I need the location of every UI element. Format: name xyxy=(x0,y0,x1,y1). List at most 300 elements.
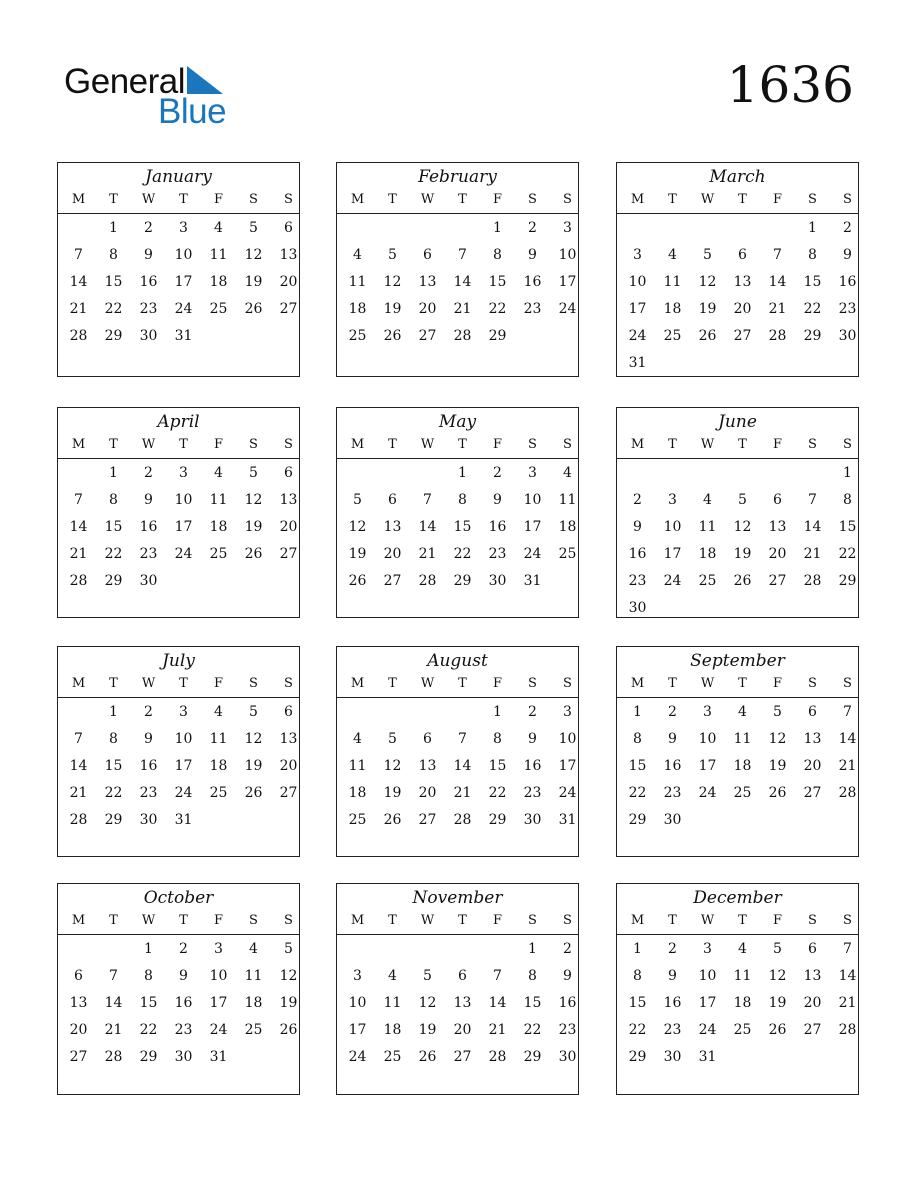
day-cell: 3 xyxy=(633,247,642,263)
day-cell: 27 xyxy=(279,301,298,317)
day-cell: 26 xyxy=(383,328,402,344)
day-cell: 14 xyxy=(768,274,787,290)
day-cell: 10 xyxy=(558,731,577,747)
day-cell: 21 xyxy=(838,995,857,1011)
day-cell: 18 xyxy=(383,1022,402,1038)
day-cell: 3 xyxy=(179,220,188,236)
empty-day-cell xyxy=(375,215,410,242)
day-cell: 26 xyxy=(279,1022,298,1038)
day-cell: 18 xyxy=(698,546,717,562)
day-cell: 1 xyxy=(633,941,642,957)
day-cell: 24 xyxy=(558,785,577,801)
day-cell: 25 xyxy=(383,1049,402,1065)
day-cell: 21 xyxy=(453,301,472,317)
day-cell: 26 xyxy=(768,785,787,801)
day-cell: 7 xyxy=(458,731,467,747)
day-cell: 29 xyxy=(523,1049,542,1065)
weekday-header: S xyxy=(284,676,293,691)
day-cell: 4 xyxy=(353,247,362,263)
day-cell: 10 xyxy=(174,247,193,263)
weekday-header: S xyxy=(808,192,817,207)
day-cell: 14 xyxy=(418,519,437,535)
day-cell: 24 xyxy=(174,546,193,562)
empty-day-cell xyxy=(340,460,375,487)
day-cell: 7 xyxy=(843,941,852,957)
day-cell: 7 xyxy=(423,492,432,508)
day-cell: 29 xyxy=(628,1049,647,1065)
day-cell: 9 xyxy=(528,247,537,263)
day-cell: 28 xyxy=(453,328,472,344)
day-cell: 2 xyxy=(528,220,537,236)
day-cell: 22 xyxy=(488,301,507,317)
day-cell: 14 xyxy=(453,274,472,290)
day-cell: 24 xyxy=(348,1049,367,1065)
day-cell: 9 xyxy=(843,247,852,263)
weekday-header: M xyxy=(630,676,645,691)
day-cell: 28 xyxy=(838,1022,857,1038)
weekday-header: W xyxy=(700,437,715,452)
day-cell: 9 xyxy=(493,492,502,508)
day-cell: 29 xyxy=(803,328,822,344)
day-cell: 2 xyxy=(144,704,153,720)
day-cell: 12 xyxy=(348,519,367,535)
day-cell: 30 xyxy=(838,328,857,344)
weekday-header: S xyxy=(843,913,852,928)
empty-day-cell xyxy=(61,936,96,963)
weekday-header: F xyxy=(213,913,224,928)
empty-day-cell xyxy=(410,936,445,963)
day-cell: 31 xyxy=(174,328,193,344)
day-cell: 3 xyxy=(703,704,712,720)
day-cell: 12 xyxy=(383,274,402,290)
day-cell: 9 xyxy=(179,968,188,984)
day-cell: 12 xyxy=(698,274,717,290)
day-cell: 23 xyxy=(139,546,158,562)
year-title: 1636 xyxy=(726,56,854,114)
day-cell: 17 xyxy=(698,758,717,774)
day-cell: 4 xyxy=(249,941,258,957)
day-cell: 28 xyxy=(69,328,88,344)
day-cell: 11 xyxy=(244,968,263,984)
day-cell: 20 xyxy=(383,546,402,562)
weekday-header: F xyxy=(492,913,503,928)
day-cell: 9 xyxy=(668,731,677,747)
weekday-header: T xyxy=(458,437,467,452)
day-cell: 15 xyxy=(803,274,822,290)
day-cell: 28 xyxy=(838,785,857,801)
day-cell: 2 xyxy=(633,492,642,508)
month-november xyxy=(336,883,579,1095)
day-cell: 24 xyxy=(698,1022,717,1038)
day-cell: 10 xyxy=(628,274,647,290)
day-cell: 22 xyxy=(453,546,472,562)
day-cell: 30 xyxy=(488,573,507,589)
weekday-header: T xyxy=(668,192,677,207)
day-cell: 21 xyxy=(104,1022,123,1038)
logo-triangle-icon xyxy=(187,66,223,94)
weekday-header: F xyxy=(213,437,224,452)
day-cell: 12 xyxy=(244,492,263,508)
weekday-header: T xyxy=(668,676,677,691)
empty-day-cell xyxy=(760,215,795,242)
day-cell: 5 xyxy=(423,968,432,984)
day-cell: 27 xyxy=(279,546,298,562)
weekday-header: S xyxy=(843,676,852,691)
weekday-header: T xyxy=(179,192,188,207)
day-cell: 13 xyxy=(279,492,298,508)
day-cell: 17 xyxy=(174,758,193,774)
day-cell: 19 xyxy=(348,546,367,562)
empty-day-cell xyxy=(96,936,131,963)
day-cell: 24 xyxy=(174,301,193,317)
day-cell: 23 xyxy=(628,573,647,589)
empty-day-cell xyxy=(410,460,445,487)
month-name: December xyxy=(693,888,782,908)
weekday-header: F xyxy=(772,192,783,207)
day-cell: 4 xyxy=(214,704,223,720)
day-cell: 22 xyxy=(139,1022,158,1038)
day-cell: 10 xyxy=(663,519,682,535)
day-cell: 6 xyxy=(284,704,293,720)
day-cell: 15 xyxy=(104,519,123,535)
day-cell: 9 xyxy=(563,968,572,984)
weekday-header: S xyxy=(528,676,537,691)
weekday-header: T xyxy=(668,437,677,452)
day-cell: 31 xyxy=(209,1049,228,1065)
weekday-header: T xyxy=(388,192,397,207)
day-cell: 18 xyxy=(209,758,228,774)
day-cell: 26 xyxy=(383,812,402,828)
day-grid xyxy=(617,698,858,834)
weekday-header: F xyxy=(772,913,783,928)
month-january xyxy=(57,162,300,377)
month-name: March xyxy=(709,167,766,187)
day-cell: 23 xyxy=(139,301,158,317)
weekday-header-row xyxy=(337,434,578,459)
day-cell: 28 xyxy=(488,1049,507,1065)
month-name: July xyxy=(162,651,195,671)
weekday-header: S xyxy=(284,913,293,928)
day-cell: 16 xyxy=(558,995,577,1011)
day-cell: 9 xyxy=(144,731,153,747)
day-cell: 15 xyxy=(104,758,123,774)
day-cell: 30 xyxy=(139,328,158,344)
day-cell: 6 xyxy=(773,492,782,508)
day-cell: 13 xyxy=(803,968,822,984)
weekday-header: F xyxy=(213,676,224,691)
day-cell: 13 xyxy=(69,995,88,1011)
weekday-header: M xyxy=(630,913,645,928)
month-name: February xyxy=(418,167,497,187)
weekday-header: M xyxy=(350,913,365,928)
day-cell: 22 xyxy=(104,785,123,801)
weekday-header: F xyxy=(772,676,783,691)
day-cell: 26 xyxy=(244,785,263,801)
day-cell: 21 xyxy=(418,546,437,562)
day-cell: 19 xyxy=(768,995,787,1011)
day-cell: 19 xyxy=(383,785,402,801)
day-cell: 13 xyxy=(418,274,437,290)
day-cell: 1 xyxy=(144,941,153,957)
day-cell: 9 xyxy=(528,731,537,747)
day-cell: 4 xyxy=(388,968,397,984)
day-cell: 14 xyxy=(69,758,88,774)
day-cell: 11 xyxy=(348,274,367,290)
day-cell: 11 xyxy=(209,731,228,747)
day-cell: 20 xyxy=(733,301,752,317)
day-grid xyxy=(58,935,299,1071)
day-cell: 28 xyxy=(69,812,88,828)
weekday-header-row xyxy=(337,189,578,214)
day-cell: 7 xyxy=(74,731,83,747)
day-cell: 2 xyxy=(528,704,537,720)
day-cell: 16 xyxy=(174,995,193,1011)
day-cell: 24 xyxy=(174,785,193,801)
day-cell: 5 xyxy=(249,220,258,236)
day-grid xyxy=(58,698,299,834)
day-cell: 23 xyxy=(663,1022,682,1038)
weekday-header: T xyxy=(179,437,188,452)
weekday-header: S xyxy=(249,913,258,928)
day-cell: 5 xyxy=(773,941,782,957)
month-march xyxy=(616,162,859,377)
month-july xyxy=(57,646,300,857)
day-cell: 26 xyxy=(244,301,263,317)
day-cell: 16 xyxy=(628,546,647,562)
day-cell: 3 xyxy=(668,492,677,508)
day-cell: 27 xyxy=(418,328,437,344)
day-cell: 26 xyxy=(698,328,717,344)
day-cell: 22 xyxy=(104,301,123,317)
empty-day-cell xyxy=(445,215,480,242)
day-cell: 15 xyxy=(488,274,507,290)
day-cell: 5 xyxy=(773,704,782,720)
weekday-header-row xyxy=(337,910,578,935)
empty-day-cell xyxy=(655,215,690,242)
month-february xyxy=(336,162,579,377)
day-cell: 19 xyxy=(244,758,263,774)
day-cell: 9 xyxy=(144,492,153,508)
day-cell: 19 xyxy=(698,301,717,317)
empty-day-cell xyxy=(690,460,725,487)
empty-day-cell xyxy=(760,460,795,487)
day-cell: 30 xyxy=(174,1049,193,1065)
weekday-header: S xyxy=(808,676,817,691)
day-cell: 12 xyxy=(383,758,402,774)
day-cell: 26 xyxy=(768,1022,787,1038)
empty-day-cell xyxy=(620,460,655,487)
day-cell: 17 xyxy=(174,274,193,290)
day-cell: 10 xyxy=(558,247,577,263)
day-cell: 20 xyxy=(279,519,298,535)
day-cell: 16 xyxy=(838,274,857,290)
day-cell: 27 xyxy=(768,573,787,589)
day-cell: 13 xyxy=(383,519,402,535)
month-name: October xyxy=(143,888,214,908)
day-cell: 14 xyxy=(838,731,857,747)
day-cell: 6 xyxy=(423,247,432,263)
day-cell: 7 xyxy=(843,704,852,720)
day-cell: 7 xyxy=(808,492,817,508)
day-cell: 12 xyxy=(733,519,752,535)
day-cell: 5 xyxy=(249,704,258,720)
day-cell: 1 xyxy=(808,220,817,236)
empty-day-cell xyxy=(61,460,96,487)
day-cell: 3 xyxy=(703,941,712,957)
day-cell: 2 xyxy=(144,465,153,481)
weekday-header: W xyxy=(420,913,435,928)
day-cell: 8 xyxy=(144,968,153,984)
day-cell: 16 xyxy=(523,758,542,774)
day-cell: 3 xyxy=(353,968,362,984)
day-cell: 7 xyxy=(493,968,502,984)
weekday-header: S xyxy=(563,913,572,928)
day-cell: 31 xyxy=(698,1049,717,1065)
day-cell: 1 xyxy=(528,941,537,957)
day-cell: 23 xyxy=(488,546,507,562)
day-cell: 23 xyxy=(838,301,857,317)
day-cell: 14 xyxy=(838,968,857,984)
month-name: January xyxy=(145,167,212,187)
empty-day-cell xyxy=(410,215,445,242)
day-cell: 1 xyxy=(109,220,118,236)
day-cell: 9 xyxy=(633,519,642,535)
day-cell: 19 xyxy=(768,758,787,774)
day-cell: 1 xyxy=(493,220,502,236)
day-cell: 27 xyxy=(383,573,402,589)
day-cell: 6 xyxy=(284,220,293,236)
day-cell: 30 xyxy=(139,573,158,589)
day-cell: 5 xyxy=(388,731,397,747)
day-cell: 23 xyxy=(139,785,158,801)
day-cell: 31 xyxy=(523,573,542,589)
day-cell: 5 xyxy=(738,492,747,508)
day-cell: 2 xyxy=(179,941,188,957)
weekday-header: T xyxy=(458,913,467,928)
day-cell: 18 xyxy=(733,995,752,1011)
day-cell: 15 xyxy=(139,995,158,1011)
weekday-header: S xyxy=(284,437,293,452)
day-cell: 9 xyxy=(144,247,153,263)
day-cell: 28 xyxy=(453,812,472,828)
day-cell: 15 xyxy=(628,758,647,774)
day-cell: 10 xyxy=(698,968,717,984)
day-cell: 30 xyxy=(523,812,542,828)
day-cell: 5 xyxy=(353,492,362,508)
weekday-header: T xyxy=(179,913,188,928)
day-cell: 31 xyxy=(558,812,577,828)
day-cell: 29 xyxy=(104,328,123,344)
day-cell: 16 xyxy=(139,274,158,290)
day-cell: 4 xyxy=(353,731,362,747)
day-cell: 19 xyxy=(244,274,263,290)
day-cell: 29 xyxy=(139,1049,158,1065)
weekday-header-row xyxy=(58,189,299,214)
day-cell: 12 xyxy=(768,968,787,984)
day-cell: 28 xyxy=(803,573,822,589)
empty-day-cell xyxy=(690,215,725,242)
day-cell: 4 xyxy=(563,465,572,481)
day-cell: 25 xyxy=(209,301,228,317)
weekday-header: T xyxy=(388,913,397,928)
weekday-header: S xyxy=(563,192,572,207)
weekday-header: W xyxy=(141,437,156,452)
day-cell: 11 xyxy=(383,995,402,1011)
day-cell: 4 xyxy=(738,704,747,720)
weekday-header: T xyxy=(738,676,747,691)
day-cell: 25 xyxy=(209,785,228,801)
day-cell: 12 xyxy=(768,731,787,747)
day-cell: 4 xyxy=(214,220,223,236)
day-cell: 27 xyxy=(803,785,822,801)
day-cell: 7 xyxy=(773,247,782,263)
weekday-header: S xyxy=(284,192,293,207)
month-december xyxy=(616,883,859,1095)
weekday-header: S xyxy=(843,437,852,452)
empty-day-cell xyxy=(375,699,410,726)
day-cell: 17 xyxy=(558,758,577,774)
day-cell: 19 xyxy=(244,519,263,535)
day-cell: 6 xyxy=(388,492,397,508)
day-cell: 11 xyxy=(733,968,752,984)
day-cell: 13 xyxy=(768,519,787,535)
month-may xyxy=(336,407,579,618)
weekday-header: W xyxy=(141,192,156,207)
day-cell: 28 xyxy=(418,573,437,589)
weekday-header-row xyxy=(58,673,299,698)
day-cell: 8 xyxy=(493,731,502,747)
day-cell: 15 xyxy=(104,274,123,290)
empty-day-cell xyxy=(655,460,690,487)
weekday-header: T xyxy=(109,192,118,207)
day-cell: 19 xyxy=(733,546,752,562)
day-cell: 17 xyxy=(209,995,228,1011)
weekday-header: S xyxy=(249,192,258,207)
day-cell: 24 xyxy=(698,785,717,801)
day-cell: 22 xyxy=(488,785,507,801)
day-cell: 20 xyxy=(803,995,822,1011)
day-cell: 8 xyxy=(808,247,817,263)
weekday-header: S xyxy=(528,913,537,928)
day-cell: 10 xyxy=(174,492,193,508)
day-cell: 2 xyxy=(563,941,572,957)
day-cell: 12 xyxy=(244,731,263,747)
day-cell: 17 xyxy=(558,274,577,290)
empty-day-cell xyxy=(725,460,760,487)
weekday-header: S xyxy=(843,192,852,207)
month-name: April xyxy=(157,412,200,432)
day-cell: 2 xyxy=(668,941,677,957)
day-cell: 12 xyxy=(418,995,437,1011)
day-cell: 11 xyxy=(209,492,228,508)
day-cell: 13 xyxy=(418,758,437,774)
day-cell: 5 xyxy=(703,247,712,263)
empty-day-cell xyxy=(445,699,480,726)
weekday-header: W xyxy=(700,676,715,691)
empty-day-cell xyxy=(61,699,96,726)
day-cell: 17 xyxy=(663,546,682,562)
day-cell: 24 xyxy=(663,573,682,589)
day-cell: 20 xyxy=(453,1022,472,1038)
weekday-header: W xyxy=(700,192,715,207)
day-cell: 16 xyxy=(488,519,507,535)
weekday-header: S xyxy=(249,437,258,452)
day-cell: 29 xyxy=(104,573,123,589)
day-cell: 2 xyxy=(493,465,502,481)
day-cell: 13 xyxy=(279,247,298,263)
day-cell: 14 xyxy=(453,758,472,774)
empty-day-cell xyxy=(795,460,830,487)
